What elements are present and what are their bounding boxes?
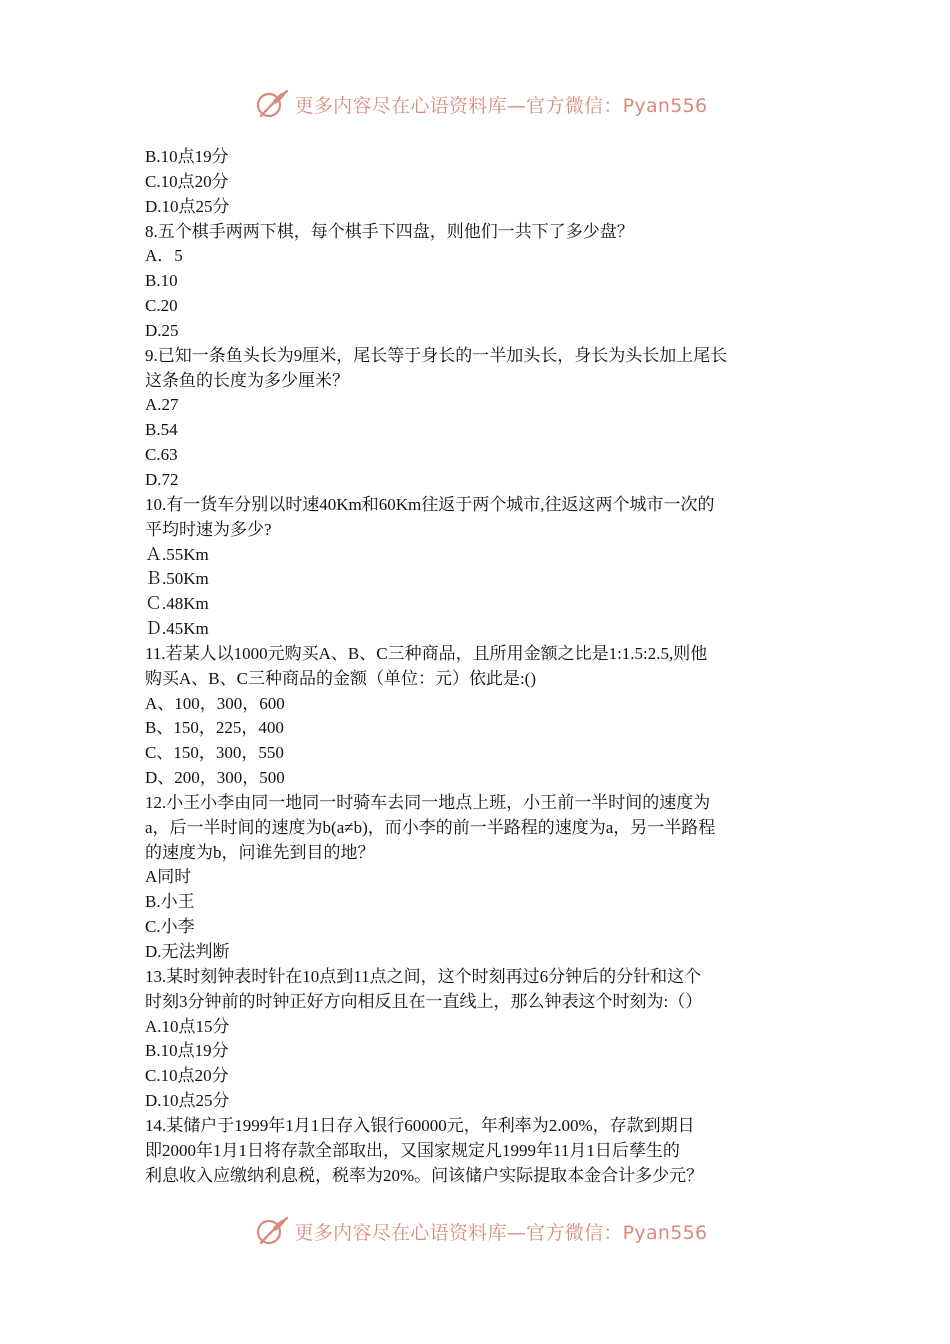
text-line: D.25 [145, 320, 179, 340]
text-line: A．5 [145, 246, 183, 266]
text-line: D.10点25分 [145, 196, 230, 216]
text-line: 9.已知一条鱼头长为9厘米，尾长等于身长的一半加头长，身长为头长加上尾长 [145, 345, 728, 365]
text-line: C.小李 [145, 917, 195, 937]
text-line: 8.五个棋手两两下棋，每个棋手下四盘，则他们一共下了多少盘？ [145, 221, 634, 241]
text-line: B.小王 [145, 892, 195, 912]
text-line: C.10点20分 [145, 1066, 229, 1086]
text-line: 利息收入应缴纳利息税，税率为20%。问该储户实际提取本金合计多少元？ [145, 1165, 704, 1185]
text-line: Ｂ.50Km [145, 569, 209, 589]
footer-banner [0, 1211, 950, 1251]
text-line: Ａ.55Km [145, 544, 209, 564]
text-line: 这条鱼的长度为多少厘米？ [145, 370, 349, 390]
text-line: C、150，300，550 [145, 743, 284, 763]
text-line: B.10点19分 [145, 1041, 229, 1061]
text-line: C.10点20分 [145, 171, 229, 191]
document-body [145, 145, 810, 1188]
text-line: 平均时速为多少? [145, 519, 272, 539]
text-line: A同时 [145, 867, 192, 887]
text-line: Ｄ.45Km [145, 619, 209, 639]
text-line: 的速度为b，问谁先到目的地？ [145, 842, 375, 862]
text-line: D.10点25分 [145, 1091, 230, 1111]
quill-pen-logo-icon [255, 1216, 289, 1246]
header-banner [0, 84, 950, 124]
text-line: 13.某时刻钟表时针在10点到11点之间，这个时刻再过6分钟后的分针和这个 [145, 966, 702, 986]
text-line: B、150，225，400 [145, 718, 284, 738]
text-line: 购买A、B、C三种商品的金额（单位：元）依此是:() [145, 668, 536, 688]
text-line: A、100，300，600 [145, 693, 285, 713]
text-line: C.63 [145, 445, 178, 465]
text-line: B.54 [145, 420, 178, 440]
text-line: A.27 [145, 395, 179, 415]
text-line: 12.小王小李由同一地同一时骑车去同一地点上班，小王前一半时间的速度为 [145, 792, 711, 812]
quill-pen-logo-icon [255, 89, 289, 119]
text-line: 时刻3分钟前的时钟正好方向相反且在一直线上，那么钟表这个时刻为:（） [145, 991, 703, 1011]
text-line: A.10点15分 [145, 1016, 230, 1036]
header-banner-text: 更多内容尽在心语资料库—官方微信：Pyan556 [294, 94, 708, 117]
text-line: 11.若某人以1000元购买A、B、C三种商品，且所用金额之比是1:1.5:2.5,则他 [145, 643, 708, 663]
text-line: B.10点19分 [145, 147, 229, 166]
text-line: Ｃ.48Km [145, 594, 209, 614]
text-line: D.无法判断 [145, 942, 230, 961]
text-line: C.20 [145, 296, 178, 316]
text-line: B.10 [145, 271, 178, 291]
text-line: 10.有一货车分别以时速40Km和60Km往返于两个城市,往返这两个城市一次的 [145, 494, 715, 514]
text-line: D.72 [145, 469, 179, 489]
text-line: 14.某储户于1999年1月1日存入银行60000元，年利率为2.00%，存款到期日 [145, 1115, 695, 1135]
footer-banner-text: 更多内容尽在心语资料库—官方微信：Pyan556 [294, 1221, 708, 1244]
text-line: 即2000年1月1日将存款全部取出，又国家规定凡1999年11月1日后孳生的 [145, 1140, 680, 1160]
text-line: D、200，300，500 [145, 768, 285, 788]
text-line: a，后一半时间的速度为b(a≠b)，而小李的前一半路程的速度为a，另一半路程 [145, 817, 716, 837]
